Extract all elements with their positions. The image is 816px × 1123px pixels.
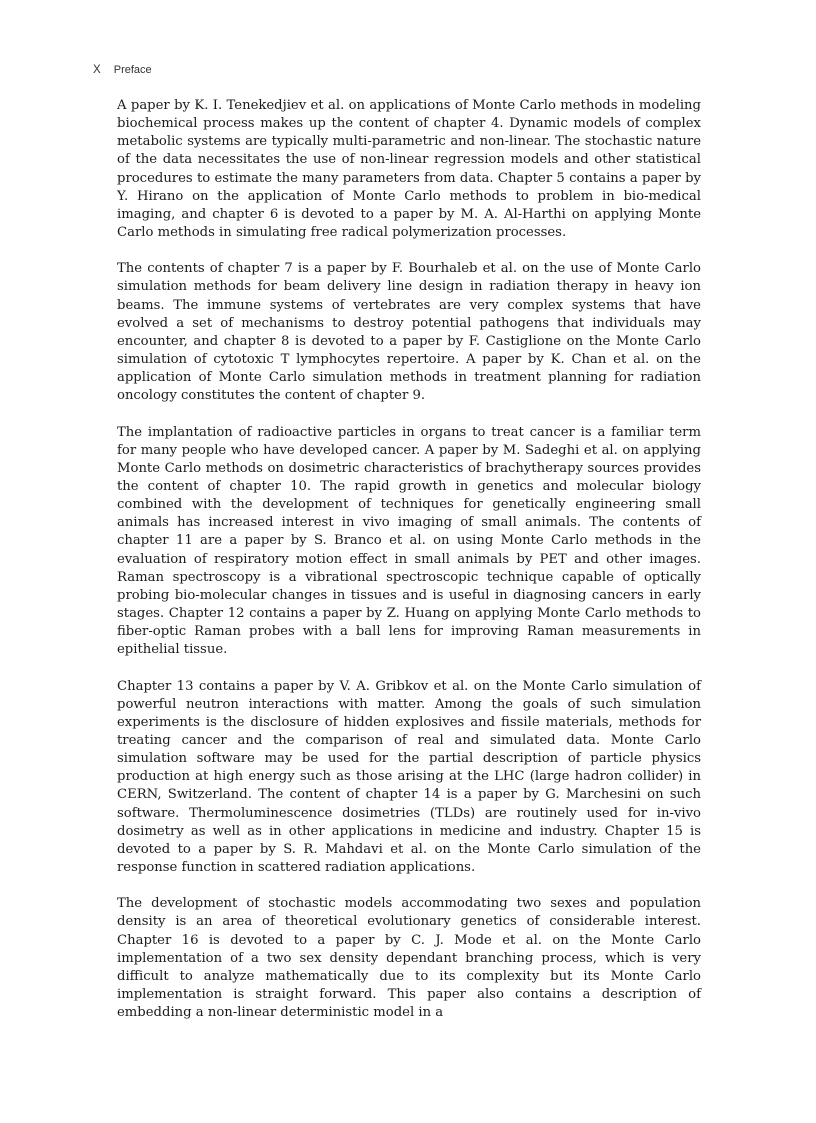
paragraph: The contents of chapter 7 is a paper by F. Bourhaleb et al. on the use of Monte Carlo simulation methods for beam delivery line design in radiation therapy in heavy ion beams. The immune systems of vertebrates are very complex systems that have evolved a set of mechanisms to destroy potential pathogens that individuals may encounter, and chapter 8 is devoted to a paper by F. Castiglione on the Monte Carlo simulation of cytotoxic T lymphocytes repertoire. A paper by K. Chan et al. on the application of Monte Carlo simulation methods in treatment planning for radiation oncology constitutes the content of chapter 9.	[117, 261, 701, 404]
paragraph: A paper by K. I. Tenekedjiev et al. on applications of Monte Carlo methods in modeling biochemical process makes up the content of chapter 4. Dynamic models of complex metabolic systems are typically multi-parametric and non-linear. The stochastic nature of the data necessitates the use of non-linear regression models and other statistical procedures to estimate the many parameters from data. Chapter 5 contains a paper by Y. Hirano on the application of Monte Carlo methods to problem in bio-medical imaging, and chapter 6 is devoted to a paper by M. A. Al-Harthi on applying Monte Carlo methods in simulating free radical polymerization processes.	[117, 98, 701, 241]
paragraph: The development of stochastic models accommodating two sexes and population density is an area of theoretical evolutionary genetics of considerable interest. Chapter 16 is devoted to a paper by C. J. Mode et al. on the Monte Carlo implementation of a two sex density dependant branching process, which is very difficult to analyze mathematically due to its complexity but its Monte Carlo implementation is straight forward. This paper also contains a description of embedding a non-linear deterministic model in a	[117, 896, 701, 1021]
page-number: X	[93, 64, 101, 76]
section-title: Preface	[113, 64, 152, 76]
paragraph: Chapter 13 contains a paper by V. A. Gribkov et al. on the Monte Carlo simulation of powerful neutron interactions with matter. Among the goals of such simulation experiments is the disclosure of hidden explosives and fissile materials, methods for treating cancer and the comparison of real and simulated data. Monte Carlo simulation software may be used for the partial description of particle physics production at high energy such as those arising at the LHC (large hadron collider) in CERN, Switzerland. The content of chapter 14 is a paper by G. Marchesini on such software. Thermoluminescence dosimetries (TLDs) are routinely used for in-vivo dosimetry as well as in other applications in medicine and industry. Chapter 15 is devoted to a paper by S. R. Mahdavi et al. on the Monte Carlo simulation of the response function in scattered radiation applications.	[117, 678, 701, 876]
body-text	[117, 97, 701, 1040]
paragraph: The implantation of radioactive particles in organs to treat cancer is a familiar term for many people who have developed cancer. A paper by M. Sadeghi et al. on applying Monte Carlo methods on dosimetric characteristics of brachytherapy sources provides the content of chapter 10. The rapid growth in genetics and molecular biology combined with the development of techniques for genetically engineering small animals has increased interest in vivo imaging of small animals. The contents of chapter 11 are a paper by S. Branco et al. on using Monte Carlo methods in the evaluation of respiratory motion effect in small animals by PET and other images. Raman spectroscopy is a vibrational spectroscopic technique capable of optically probing bio-molecular changes in tissues and is useful in diagnosing cancers in early stages. Chapter 12 contains a paper by Z. Huang on applying Monte Carlo methods to fiber-optic Raman probes with a ball lens for improving Raman measurements in epithelial tissue.	[117, 424, 701, 658]
running-head	[93, 64, 152, 76]
